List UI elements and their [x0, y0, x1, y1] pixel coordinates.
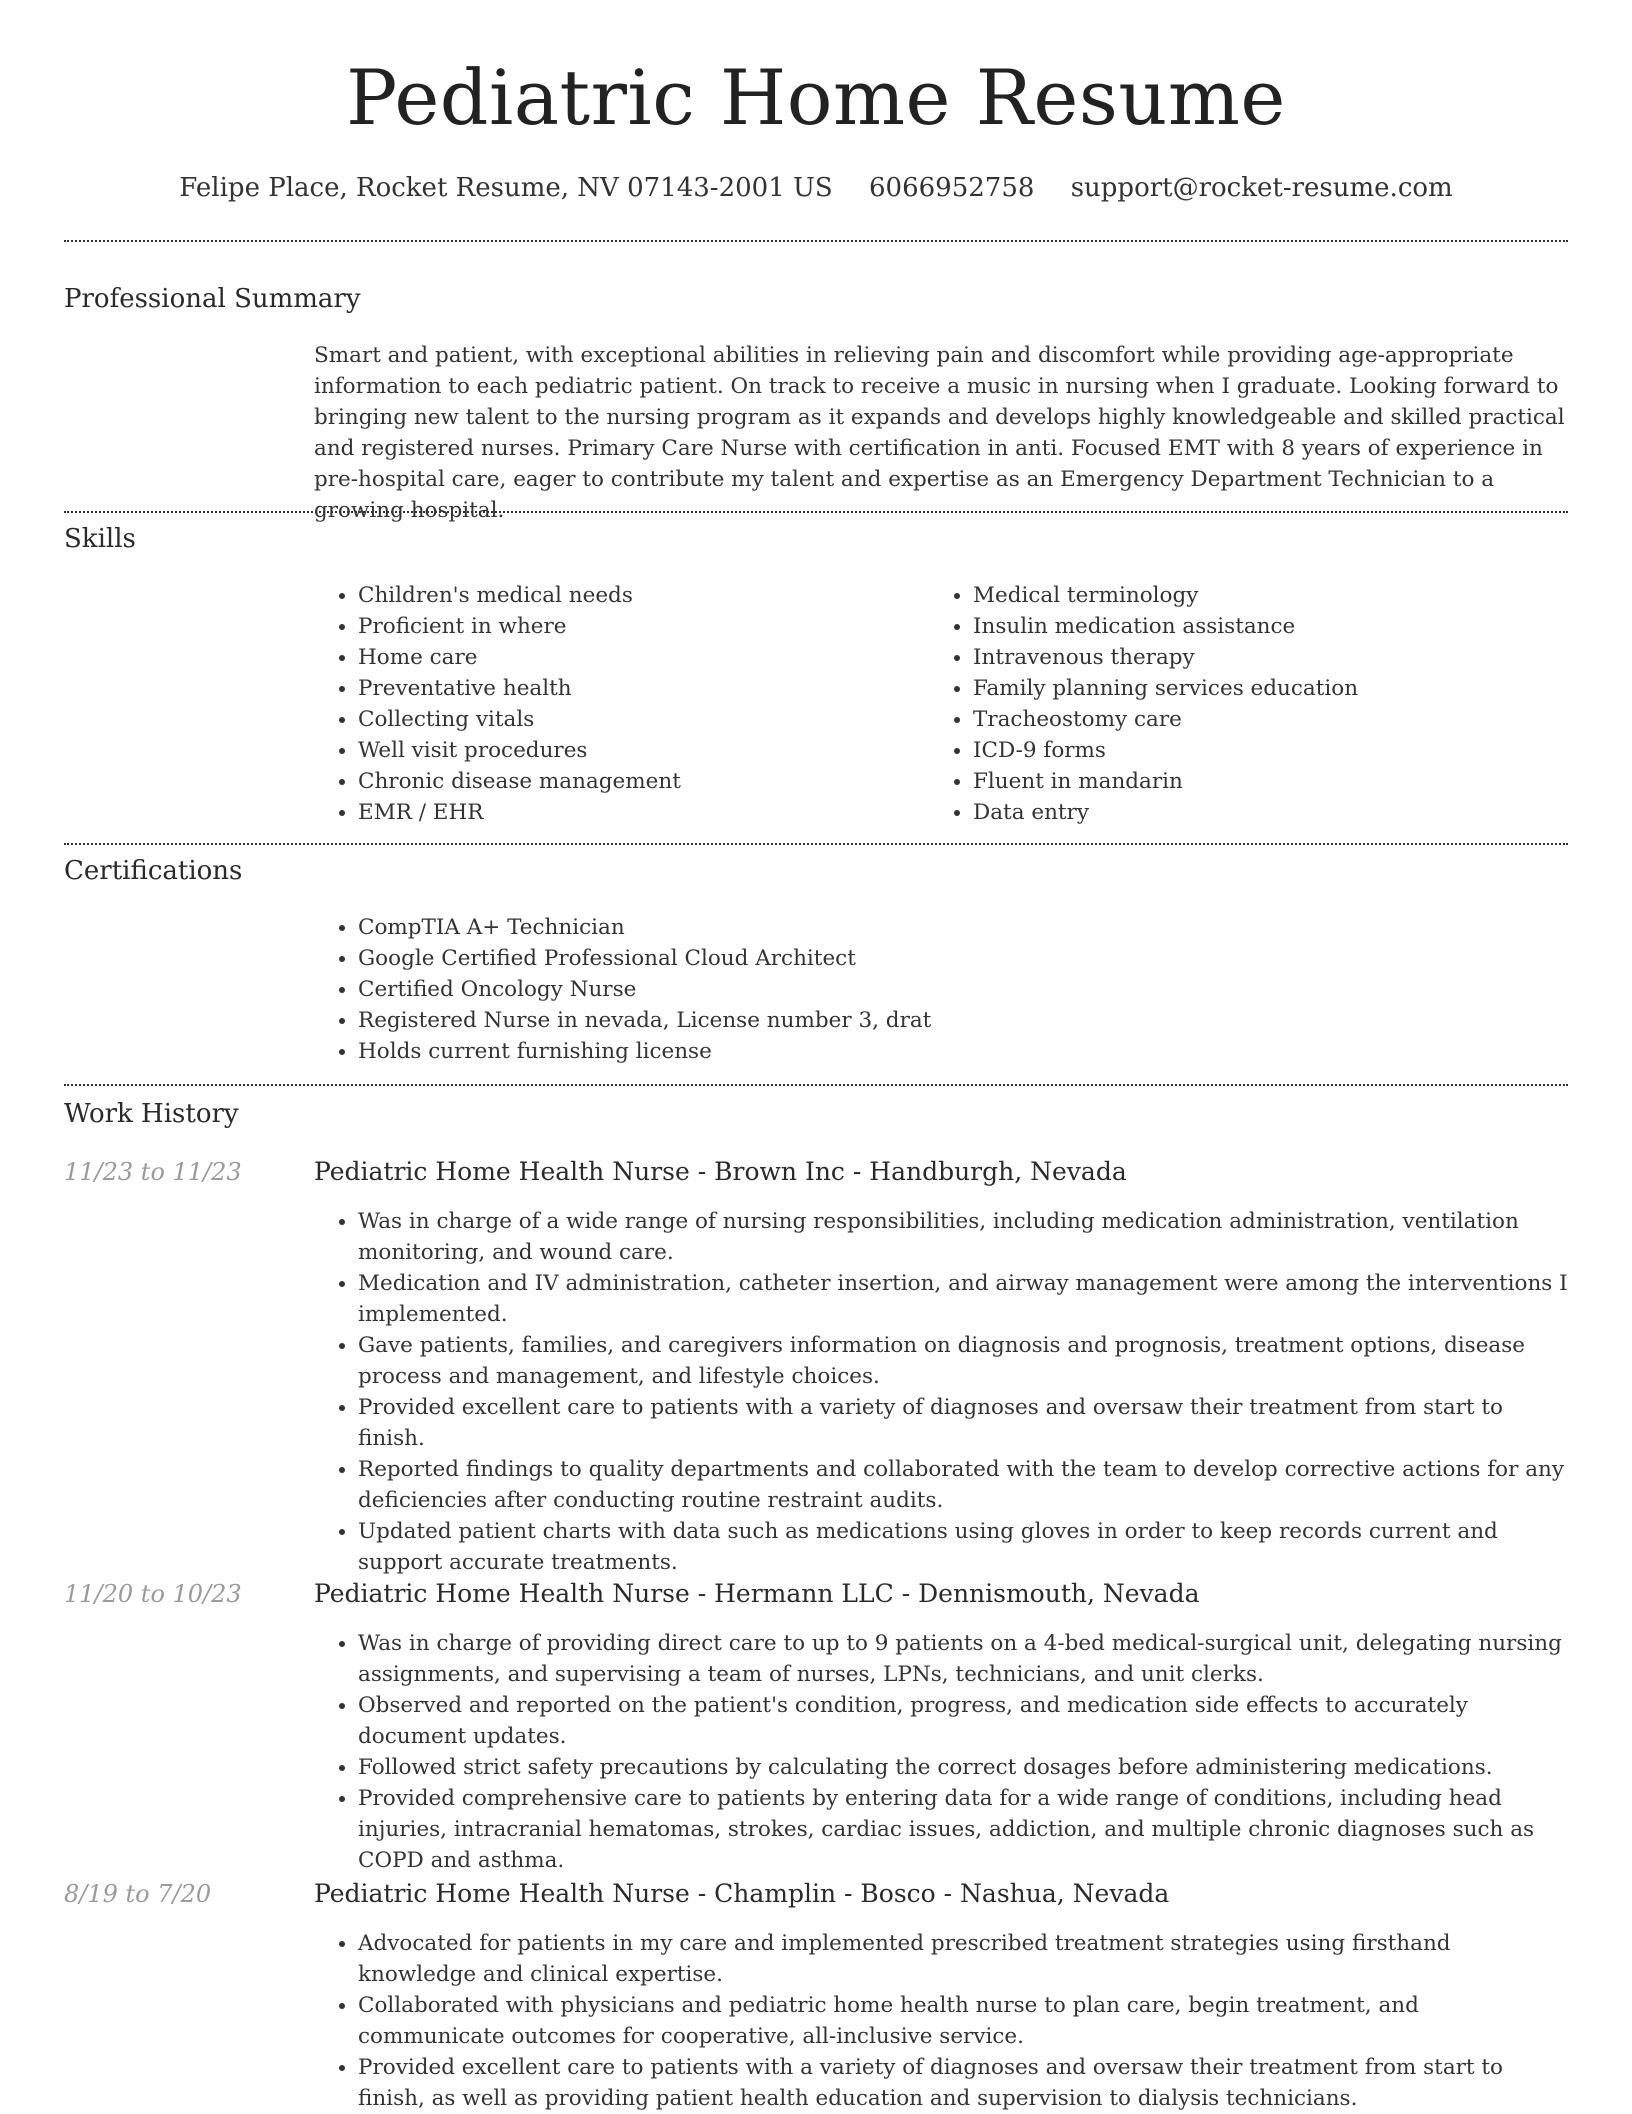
job-title: Pediatric Home Health Nurse - Brown Inc - Handburgh, Nevada: [314, 1157, 1127, 1186]
certification-item: • Certified Oncology Nurse: [358, 974, 1568, 1005]
section-title-work-history: Work History: [64, 1099, 239, 1129]
job-responsibilities: [314, 1206, 1568, 1578]
skill-item: • Data entry: [973, 797, 1489, 828]
divider: [64, 240, 1568, 242]
job-title: Pediatric Home Health Nurse - Champlin - Bosco - Nashua, Nevada: [314, 1879, 1170, 1908]
summary-paragraph: Smart and patient, with exceptional abilities in relieving pain and discomfort while providing age-appropriate information to each pediatric patient. On track to receive a music in nursing when I graduate. Looking forward to bringing new talent to the nursing program as it expands and develops highly knowledgeable and skilled practical and registered nurses. Primary Care Nurse with certification in anti. Focused EMT with 8 years of experience in pre-hospital care, eager to contribute my talent and expertise as an Emergency Department Technician to a growing hospital.: [314, 343, 1565, 523]
email-link[interactable]: support@rocket-resume.com: [1070, 173, 1453, 203]
skills-column-left: [314, 580, 874, 828]
job-bullet: • Medication and IV administration, catheter insertion, and airway management were among the interventions I implemented.: [358, 1268, 1568, 1330]
job-bullet: • Was in charge of providing direct care to up to 9 patients on a 4-bed medical-surgical unit, delegating nursing assignments, and supervising a team of nurses, LPNs, technicians, and unit clerks.: [358, 1628, 1568, 1690]
certification-item: • Registered Nurse in nevada, License number 3, drat: [358, 1005, 1568, 1036]
job-bullet: • Followed strict safety precautions by calculating the correct dosages before administering medications.: [358, 1752, 1568, 1783]
job-bullet: • Observed and reported on the patient's condition, progress, and medication side effects to accurately document updates.: [358, 1690, 1568, 1752]
job-bullet: • Collaborated with physicians and pediatric home health nurse to plan care, begin treatment, and communicate outcomes for cooperative, all-inclusive service.: [358, 1990, 1568, 2052]
address: Felipe Place, Rocket Resume, NV 07143-2001 US: [179, 173, 833, 203]
skill-item: • Collecting vitals: [358, 704, 874, 735]
job-bullet: • Provided excellent care to patients with a variety of diagnoses and oversaw their treatment from start to finish, as well as providing patient health education and supervision to dialysis technicians.: [358, 2052, 1568, 2114]
section-title-summary: Professional Summary: [64, 284, 361, 314]
job-bullet: • Gave patients, families, and caregivers information on diagnosis and prognosis, treatment options, disease process and management, and lifestyle choices.: [358, 1330, 1568, 1392]
skill-item: • Preventative health: [358, 673, 874, 704]
job-dates: 11/23 to 11/23: [64, 1158, 242, 1186]
skill-item: • Fluent in mandarin: [973, 766, 1489, 797]
skill-item: • Chronic disease management: [358, 766, 874, 797]
skill-item: • Medical terminology: [973, 580, 1489, 611]
job-dates: 8/19 to 7/20: [64, 1880, 212, 1908]
phone: 6066952758: [869, 173, 1035, 203]
skill-item: • Tracheostomy care: [973, 704, 1489, 735]
skill-item: • Insulin medication assistance: [973, 611, 1489, 642]
certification-item: • Holds current furnishing license: [358, 1036, 1568, 1067]
skill-item: • Home care: [358, 642, 874, 673]
section-title-skills: Skills: [64, 524, 136, 554]
skill-item: • Well visit procedures: [358, 735, 874, 766]
skill-item: • Proficient in where: [358, 611, 874, 642]
certification-item: • CompTIA A+ Technician: [358, 912, 1568, 943]
skills-column-right: [929, 580, 1489, 828]
skill-item: • Intravenous therapy: [973, 642, 1489, 673]
certifications-list: [314, 912, 1568, 1067]
skill-item: • Family planning services education: [973, 673, 1489, 704]
job-bullet: • Updated patient charts with data such as medications using gloves in order to keep records current and support accurate treatments.: [358, 1516, 1568, 1578]
section-title-certifications: Certifications: [64, 856, 243, 886]
job-title: Pediatric Home Health Nurse - Hermann LLC - Dennismouth, Nevada: [314, 1579, 1200, 1608]
skill-item: • ICD-9 forms: [973, 735, 1489, 766]
job-dates: 11/20 to 10/23: [64, 1580, 242, 1608]
divider: [64, 511, 1568, 513]
divider: [64, 1084, 1568, 1086]
job-responsibilities: [314, 1928, 1568, 2114]
job-bullet: • Advocated for patients in my care and implemented prescribed treatment strategies using firsthand knowledge and clinical expertise.: [358, 1928, 1568, 1990]
skill-item: • Children's medical needs: [358, 580, 874, 611]
contact-line: [0, 168, 1632, 208]
job-bullet: • Provided excellent care to patients with a variety of diagnoses and oversaw their treatment from start to finish.: [358, 1392, 1568, 1454]
summary-text: [314, 340, 1568, 526]
job-bullet: • Provided comprehensive care to patients by entering data for a wide range of conditions, including head injuries, intracranial hematomas, strokes, cardiac issues, addiction, and multiple chronic diagnoses such as COPD and asthma.: [358, 1783, 1568, 1876]
job-bullet: • Was in charge of a wide range of nursing responsibilities, including medication administration, ventilation monitoring, and wound care.: [358, 1206, 1568, 1268]
job-bullet: • Reported findings to quality departments and collaborated with the team to develop corrective actions for any deficiencies after conducting routine restraint audits.: [358, 1454, 1568, 1516]
skill-item: • EMR / EHR: [358, 797, 874, 828]
job-responsibilities: [314, 1628, 1568, 1876]
certification-item: • Google Certified Professional Cloud Architect: [358, 943, 1568, 974]
resume-name: Pediatric Home Resume: [346, 53, 1286, 142]
divider: [64, 843, 1568, 845]
